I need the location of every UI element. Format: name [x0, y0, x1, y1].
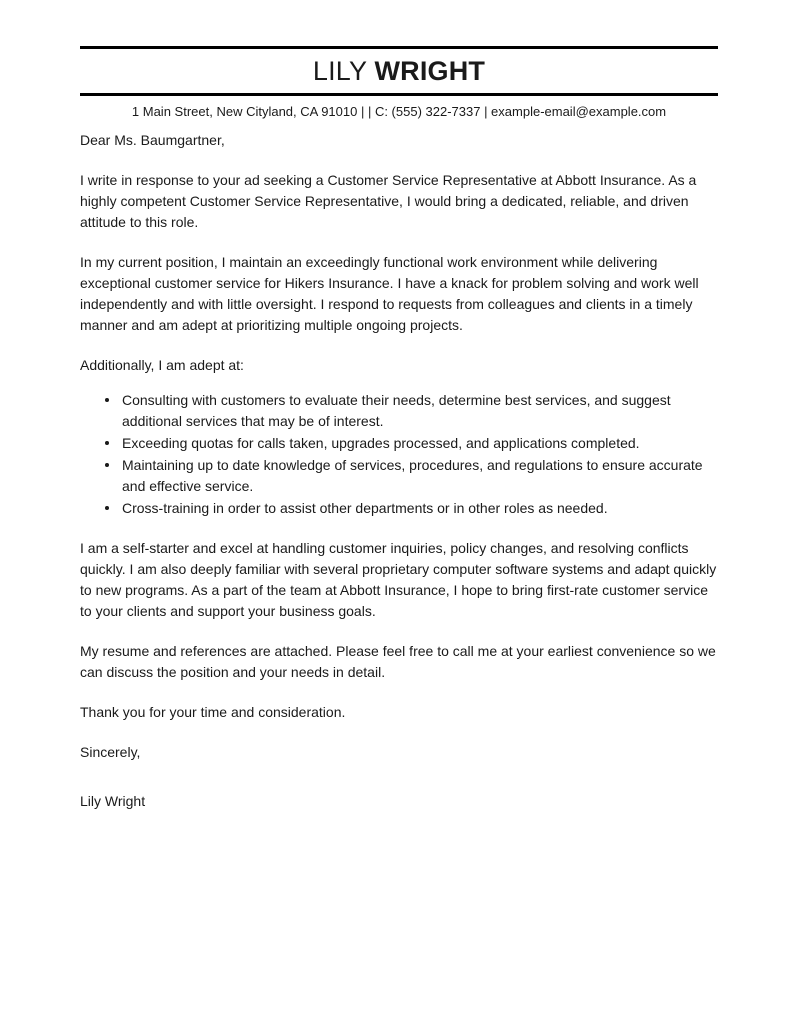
skills-bullet-list: [80, 390, 720, 519]
page-title: [312, 55, 486, 86]
paragraph-4: My resume and references are attached. Please feel free to call me at your earliest convenience so we can discuss the position and your needs in detail.: [80, 643, 716, 680]
name-last: WRIGHT: [374, 55, 486, 86]
bullet-dot-icon: [105, 441, 109, 445]
salutation: Dear Ms. Baumgartner,: [80, 132, 225, 148]
letterhead: [80, 46, 718, 120]
list-lead-in: Additionally, I am adept at:: [80, 357, 244, 373]
contact-line: 1 Main Street, New Cityland, CA 91010 | | C: (555) 322-7337 | example-email@example.com: [131, 104, 667, 119]
list-item-text: Cross-training in order to assist other departments or in other roles as needed.: [122, 500, 608, 516]
list-item-text: Exceeding quotas for calls taken, upgrades processed, and applications completed.: [122, 435, 640, 451]
thank-you-line: Thank you for your time and consideration.: [80, 704, 346, 720]
paragraph-3: I am a self-starter and excel at handling customer inquiries, policy changes, and resolving conflicts quickly. I am also deeply familiar with several proprietary computer software systems and adapt quickly to new programs. As a part of the team at Abbott Insurance, I hope to bring first-rate customer service to your clients and support your business goals.: [80, 540, 717, 619]
list-item: [122, 498, 720, 519]
letter-body: [80, 130, 720, 812]
sign-off: Sincerely,: [80, 744, 141, 760]
list-item: [122, 433, 720, 454]
list-item: [122, 455, 720, 497]
name-first: LILY: [312, 55, 367, 86]
paragraph-2: In my current position, I maintain an exceedingly functional work environment while delivering exceptional customer service for Hikers Insurance. I have a knack for problem solving and work well independently and with little oversight. I respond to requests from colleagues and clients in a timely manner and am adept at prioritizing multiple ongoing projects.: [80, 254, 699, 333]
bullet-dot-icon: [105, 506, 109, 510]
header-bottom-rule: [80, 93, 718, 96]
name-band: [80, 49, 718, 93]
signature-name: Lily Wright: [80, 793, 146, 809]
paragraph-1: I write in response to your ad seeking a Customer Service Representative at Abbott Insurance. As a highly competent Customer Service Representative, I would bring a dedicated, reliable, and driven attitude to this role.: [80, 172, 697, 230]
bullet-dot-icon: [105, 398, 109, 402]
list-item-text: Maintaining up to date knowledge of services, procedures, and regulations to ensure accurate and effective service.: [122, 457, 703, 494]
list-item: [122, 390, 720, 432]
list-item-text: Consulting with customers to evaluate their needs, determine best services, and suggest additional services that may be of interest.: [122, 392, 671, 429]
bullet-dot-icon: [105, 463, 109, 467]
